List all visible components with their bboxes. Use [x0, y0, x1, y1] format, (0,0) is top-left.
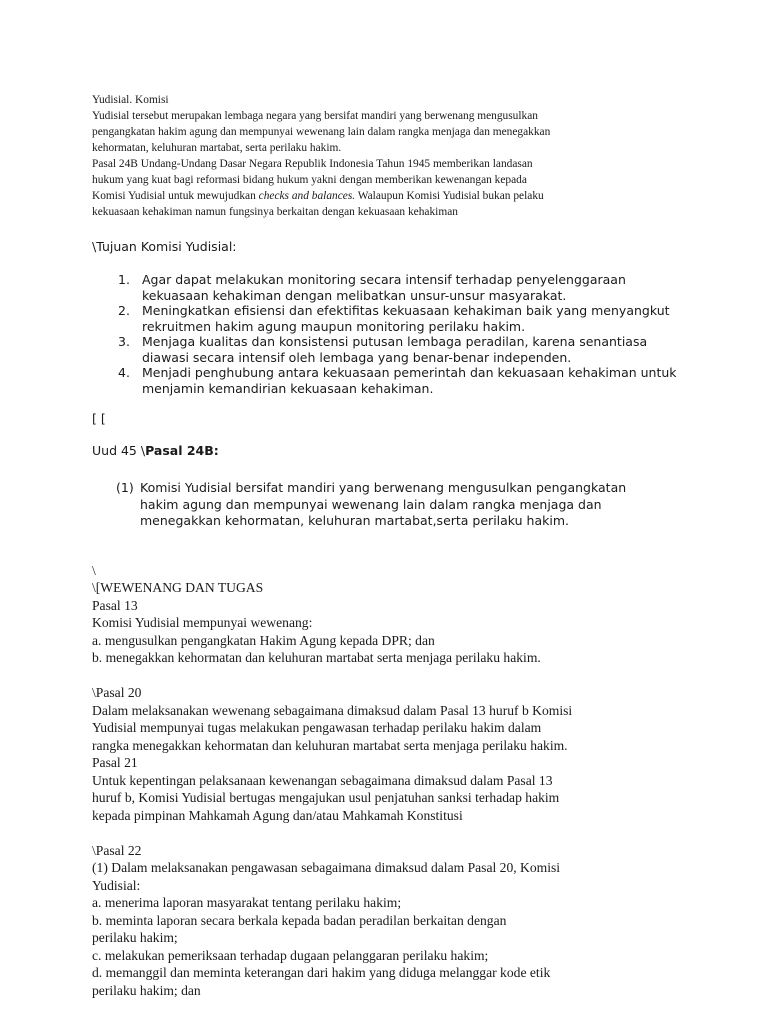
section-line: a. menerima laporan masyarakat tentang perilaku hakim;	[92, 895, 402, 910]
intro-line: Pasal 24B Undang-Undang Dasar Negara Republik Indonesia Tahun 1945 memberikan landasan	[92, 158, 533, 170]
list-text: Meningkatkan efisiensi dan efektifitas kekuasaan kehakiman baik yang menyangkut rekruitmen hakim agung maupun monitoring perilaku hakim.	[142, 303, 670, 334]
tujuan-list	[118, 272, 732, 396]
section-line: Yudisial:	[92, 877, 141, 893]
section-line: \Pasal 22	[92, 842, 142, 858]
list-item	[118, 303, 732, 334]
wewenang-section	[92, 562, 732, 667]
section-line: c. melakukan pemeriksaan terhadap dugaan pelanggaran perilaku hakim;	[92, 947, 489, 963]
section-line: Untuk kepentingan pelaksanaan kewenangan sebagaimana dimaksud dalam Pasal 13	[92, 772, 553, 788]
intro-line: kehormatan, keluhuran martabat, serta perilaku hakim.	[92, 142, 342, 154]
section-line: b. meminta laporan secara berkala kepada badan peradilan berkaitan dengan	[92, 912, 507, 928]
intro-line: Yudisial tersebut merupakan lembaga negara yang bersifat mandiri yang berwenang mengusulkan	[92, 110, 538, 122]
list-text: Menjaga kualitas dan konsistensi putusan lembaga peradilan, karena senantiasa diawasi secara intensif oleh lembaga yang benar-benar independen.	[142, 334, 648, 365]
section-line: b. menegakkan kehormatan dan keluhuran martabat serta menjaga perilaku hakim.	[92, 650, 541, 665]
section-line: (1) Dalam melaksanakan pengawasan sebagaimana dimaksud dalam Pasal 20, Komisi	[92, 860, 561, 875]
section-line: kepada pimpinan Mahkamah Agung dan/atau Mahkamah Konstitusi	[92, 807, 463, 823]
uud-clause	[116, 480, 732, 530]
section-line: perilaku hakim;	[92, 930, 178, 945]
section-line: perilaku hakim; dan	[92, 982, 201, 998]
pasal-22-section	[92, 842, 732, 1000]
intro-italic-text: checks and balances.	[258, 190, 356, 202]
list-number: 1.	[118, 272, 130, 287]
document-page	[92, 92, 732, 999]
section-line: rangka menegakkan kehormatan dan keluhuran martabat serta menjaga perilaku hakim.	[92, 737, 568, 753]
list-number: 2.	[118, 303, 130, 318]
section-line: Komisi Yudisial mempunyai wewenang:	[92, 615, 313, 630]
section-line: d. memanggil dan meminta keterangan dari hakim yang diduga melanggar kode etik	[92, 965, 551, 980]
clause-text: Komisi Yudisial bersifat mandiri yang berwenang mengusulkan pengangkatan hakim agung dan mempunyai wewenang lain dalam rangka menjaga dan menegakkan kehormatan, keluhuran martabat,serta perilaku hakim.	[140, 480, 627, 528]
intro-line-mixed	[92, 188, 732, 204]
intro-line: hukum yang kuat bagi reformasi bidang hukum yakni dengan memberikan kewenangan kepada	[92, 174, 527, 186]
list-item	[118, 334, 732, 365]
intro-line: Yudisial. Komisi	[92, 94, 169, 106]
section-line: Dalam melaksanakan wewenang sebagaimana dimaksud dalam Pasal 13 huruf b Komisi	[92, 702, 573, 718]
bracket-text: [ [	[92, 411, 106, 426]
intro-text: Walaupun Komisi Yudisial bukan pelaku	[355, 190, 544, 202]
intro-text: Komisi Yudisial untuk mewujudkan	[92, 190, 259, 202]
section-line: huruf b, Komisi Yudisial bertugas mengajukan usul penjatuhan sanksi terhadap hakim	[92, 790, 560, 805]
section-line: Yudisial mempunyai tugas melakukan pengawasan terhadap perilaku hakim dalam	[92, 720, 542, 735]
section-line: Pasal 13	[92, 597, 138, 613]
list-number: 3.	[118, 334, 130, 349]
uud-heading	[92, 442, 732, 460]
list-item	[118, 365, 732, 396]
backslash-line: \	[92, 562, 96, 578]
list-text: Agar dapat melakukan monitoring secara intensif terhadap penyelenggaraan kekuasaan kehakiman dengan melibatkan unsur-unsur masyarakat.	[142, 272, 626, 303]
section-line: a. mengusulkan pengangkatan Hakim Agung kepada DPR; dan	[92, 632, 435, 648]
section-line: Pasal 21	[92, 755, 138, 770]
clause-number: (1)	[116, 480, 134, 495]
list-item	[118, 272, 732, 303]
list-text: Menjadi penghubung antara kekuasaan pemerintah dan kekuasaan kehakiman untuk menjamin kemandirian kekuasaan kehakiman.	[142, 365, 677, 396]
pasal-20-section	[92, 684, 732, 824]
wewenang-heading: \[WEWENANG DAN TUGAS	[92, 580, 264, 595]
section-line: \Pasal 20	[92, 685, 142, 700]
uud-pasal-title: Pasal 24B:	[145, 443, 219, 458]
intro-line: pengangkatan hakim agung dan mempunyai wewenang lain dalam rangka menjaga dan menegakkan	[92, 126, 551, 138]
intro-line: kekuasaan kehakiman namun fungsinya berkaitan dengan kekuasaan kehakiman	[92, 206, 458, 218]
tujuan-heading: \Tujuan Komisi Yudisial:	[92, 239, 237, 254]
uud-prefix: Uud 45 \	[92, 443, 146, 458]
intro-paragraph	[92, 92, 732, 220]
list-number: 4.	[118, 365, 130, 380]
